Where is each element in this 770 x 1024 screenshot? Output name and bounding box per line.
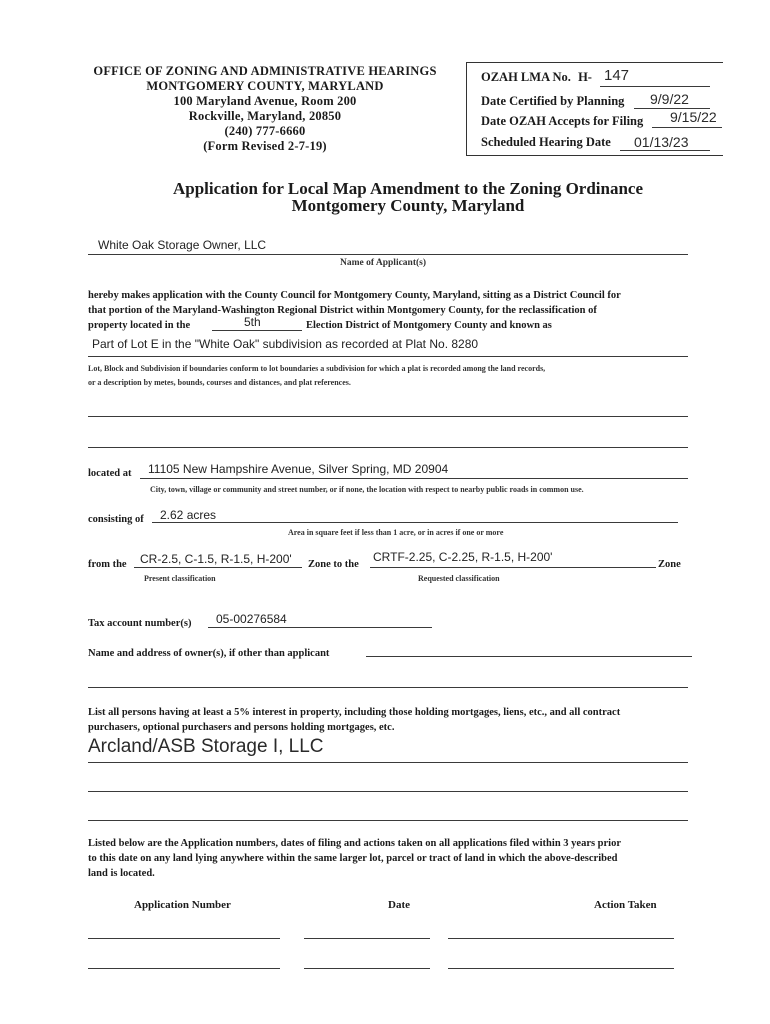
prior-row-1-col-1 <box>88 938 280 939</box>
office-header <box>80 64 450 154</box>
col-date: Date <box>388 899 410 911</box>
area-value[interactable]: 2.62 acres <box>160 508 217 522</box>
accepts-line <box>652 127 722 128</box>
prior-row-1-col-2 <box>304 938 430 939</box>
ozah-lma-label: OZAH LMA No. <box>481 70 571 84</box>
area-caption: Area in square feet if less than 1 acre, or in acres if one or more <box>288 528 504 537</box>
owner-line-2 <box>88 687 688 688</box>
lot-extra-line-1 <box>88 416 688 417</box>
office-name: OFFICE OF ZONING AND ADMINISTRATIVE HEARINGS <box>93 64 437 78</box>
form-title <box>0 180 770 214</box>
location-caption: City, town, village or community and street number, or if none, the location with respect to nearby public roads in common use. <box>150 485 584 494</box>
accepts-label: Date OZAH Accepts for Filing <box>481 114 644 128</box>
location-label: located at <box>88 468 132 479</box>
interest-holder-value[interactable]: Arcland/ASB Storage I, LLC <box>88 736 324 757</box>
prior-row-2-col-1 <box>88 968 280 969</box>
hearing-line <box>620 150 710 151</box>
prior-line-3: land is located. <box>88 868 155 879</box>
col-application-number: Application Number <box>134 899 231 911</box>
certified-label: Date Certified by Planning <box>481 94 625 108</box>
intro-line-3-post: Election District of Montgomery County and known as <box>306 320 552 331</box>
tax-label: Tax account number(s) <box>88 618 192 629</box>
owner-label: Name and address of owner(s), if other than applicant <box>88 648 330 659</box>
ozah-lma-line <box>600 86 710 87</box>
office-phone: (240) 777-6660 <box>224 124 306 138</box>
requested-zone-value[interactable]: CRTF-2.25, C-2.25, R-1.5, H-200' <box>373 550 553 564</box>
intro-line-3-pre: property located in the <box>88 320 191 331</box>
office-address: 100 Maryland Avenue, Room 200 <box>173 94 357 108</box>
interest-line-1: List all persons having at least a 5% interest in property, including those holding mortgages, liens, etc., and all contract <box>88 707 621 718</box>
lot-description-value[interactable]: Part of Lot E in the "White Oak" subdivision as recorded at Plat No. 8280 <box>92 337 479 351</box>
title-line-2: Montgomery County, Maryland <box>291 196 525 215</box>
present-zone-line <box>134 567 302 568</box>
present-zone-value[interactable]: CR-2.5, C-1.5, R-1.5, H-200' <box>140 552 292 566</box>
lot-line <box>88 356 688 357</box>
to-label: Zone to the <box>308 559 359 570</box>
col-action-taken: Action Taken <box>594 899 657 911</box>
requested-zone-line <box>370 567 656 568</box>
area-label: consisting of <box>88 514 144 525</box>
prior-row-2-col-2 <box>304 968 430 969</box>
ozah-lma-value[interactable]: 147 <box>604 67 630 84</box>
tax-account-value[interactable]: 05-00276584 <box>216 612 287 626</box>
lot-extra-line-2 <box>88 447 688 448</box>
form-revision: (Form Revised 2-7-19) <box>203 139 327 153</box>
zone-label: Zone <box>658 559 681 570</box>
interest-line-b <box>88 791 688 792</box>
intro-line-2: that portion of the Maryland-Washington Regional District within Montgomery County, for the reclassification of <box>88 305 597 316</box>
tax-line <box>208 627 432 628</box>
interest-line-c <box>88 820 688 821</box>
county-name: MONTGOMERY COUNTY, MARYLAND <box>146 79 384 93</box>
lot-caption-1: Lot, Block and Subdivision if boundaries conform to lot boundaries a subdivision for which a plat is recorded among the land records, <box>88 364 546 373</box>
requested-caption: Requested classification <box>418 574 500 583</box>
present-caption: Present classification <box>144 574 216 583</box>
certified-value[interactable]: 9/9/22 <box>650 91 689 107</box>
area-line <box>152 522 678 523</box>
hearing-value[interactable]: 01/13/23 <box>634 134 689 150</box>
election-district-value[interactable]: 5th <box>244 315 261 329</box>
prior-row-1-col-3 <box>448 938 674 939</box>
applicant-name-value[interactable]: White Oak Storage Owner, LLC <box>98 238 267 252</box>
location-value[interactable]: 11105 New Hampshire Avenue, Silver Spring, MD 20904 <box>148 462 449 476</box>
prior-line-2: to this date on any land lying anywhere within the same larger lot, parcel or tract of land in which the above-described <box>88 853 618 864</box>
interest-line-2: purchasers, optional purchasers and persons holding mortgages, etc. <box>88 722 395 733</box>
interest-line-a <box>88 762 688 763</box>
title-line-1: Application for Local Map Amendment to the Zoning Ordinance <box>172 179 644 198</box>
location-line <box>140 478 688 479</box>
hearing-label: Scheduled Hearing Date <box>481 135 611 149</box>
lot-caption-2: or a description by metes, bounds, courses and distances, and plat references. <box>88 378 351 387</box>
from-label: from the <box>88 559 127 570</box>
accepts-value[interactable]: 9/15/22 <box>670 109 717 125</box>
intro-line-1: hereby makes application with the County Council for Montgomery County, Maryland, sitting as a District Council for <box>88 290 621 301</box>
prior-row-2-col-3 <box>448 968 674 969</box>
election-district-line <box>212 330 302 331</box>
owner-line-1 <box>366 656 692 657</box>
applicant-caption: Name of Applicant(s) <box>340 258 427 268</box>
office-city: Rockville, Maryland, 20850 <box>188 109 342 123</box>
prior-line-1: Listed below are the Application numbers, dates of filing and actions taken on all applications filed within 3 years prior <box>88 838 622 849</box>
ozah-lma-prefix: H- <box>578 70 592 84</box>
ozah-lma-row <box>481 70 592 85</box>
applicant-line <box>88 254 688 255</box>
